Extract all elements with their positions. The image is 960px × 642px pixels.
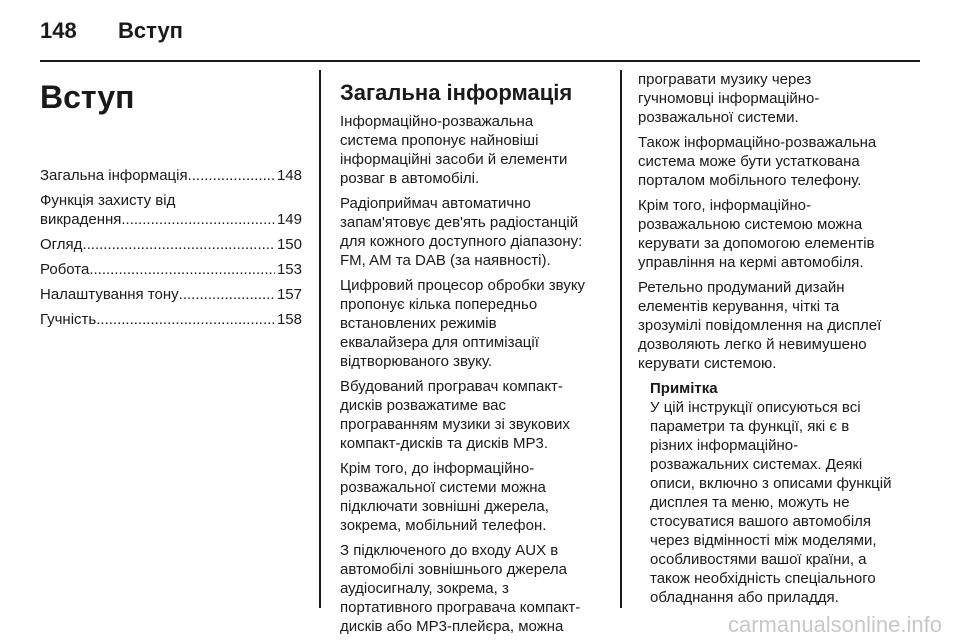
note-title: Примітка — [650, 380, 718, 397]
toc-entry[interactable] — [40, 166, 302, 185]
content-column-3 — [638, 70, 908, 613]
paragraph: З підключеного до входу AUX в автомобілі зовнішнього джерела аудіосигналу, зокрема, з портативного програвача компакт- дисків або MP3-плейєра, можна — [340, 542, 581, 635]
toc-entry-page: 148 — [276, 167, 302, 184]
column-divider-1 — [319, 70, 321, 608]
toc-leader — [121, 210, 275, 229]
toc-entry[interactable] — [40, 285, 302, 304]
toc-leader — [188, 166, 275, 185]
col3-paragraphs — [638, 70, 908, 373]
paragraph: Радіоприймач автоматично запам'ятовує дев'ять радіостанцій для кожного доступного діапазону: FM, AM та DAB (за наявності). — [340, 195, 583, 269]
page-number: 148 — [40, 18, 77, 43]
toc-entry[interactable] — [40, 260, 302, 279]
content-column-2 — [340, 70, 606, 642]
paragraph: Ретельно продуманий дизайн елементів керування, чіткі та зрозумілі повідомлення на дисплеї дозволяють легко й невимушено керувати системою. — [638, 279, 882, 372]
header-rule — [40, 60, 920, 62]
toc-entry[interactable] — [40, 310, 302, 329]
toc-leader — [82, 235, 275, 254]
toc-entry-title: Функція захисту від — [40, 192, 176, 209]
note-text: У цій інструкції описуються всі параметри та функції, які є в різних інформаційно- розважальних системах. Деякі описи, включно з описами функцій дисплея та меню, можуть не стосуватися вашого автомобіля через відмінності між моделями, особливостями вашої країни, а також необхідність спеціального обладнання або приладдя. — [650, 399, 892, 606]
col2-paragraphs — [340, 112, 606, 636]
paragraph: Цифровий процесор обробки звуку пропонує кілька попередньо встановлених режимів еквалайзера для оптимізації відтворюваного звуку. — [340, 277, 586, 370]
paragraph: Також інформаційно-розважальна система може бути устаткована порталом мобільного телефону. — [638, 134, 877, 189]
chapter-title: Вступ — [40, 79, 135, 115]
toc-entry-page: 153 — [276, 261, 302, 278]
toc-column — [40, 70, 302, 335]
toc-entry-title: Гучність — [40, 311, 97, 328]
paragraph: Крім того, інформаційно- розважальною системою можна керувати за допомогою елементів управління на кермі автомобіля. — [638, 197, 875, 271]
note-box — [650, 379, 908, 607]
paragraph: Вбудований програвач компакт- дисків розважатиме вас програванням музики зі звукових компакт-дисків та дисків MP3. — [340, 378, 570, 452]
toc-entry-title: Налаштування тону — [40, 286, 179, 303]
toc-entry-page: 150 — [276, 236, 302, 253]
toc-entry-page: 158 — [276, 311, 302, 328]
paragraph: Інформаційно-розважальна система пропонує найновіші інформаційні засоби й елементи розваг в автомобілі. — [340, 113, 568, 187]
toc-leader — [179, 285, 275, 304]
header-section-title: Вступ — [118, 18, 183, 43]
paragraph: програвати музику через гучномовці інформаційно- розважальної системи. — [638, 71, 820, 126]
toc-leader — [89, 260, 275, 279]
toc-entry-title: Робота — [40, 261, 90, 278]
toc-entry-title: Загальна інформація — [40, 167, 188, 184]
toc-entry-page: 157 — [276, 286, 302, 303]
watermark: carmanualsonline.info — [727, 612, 942, 637]
toc-entry[interactable] — [40, 191, 302, 229]
table-of-contents — [40, 166, 302, 329]
toc-leader — [96, 310, 275, 329]
section-heading: Загальна інформація — [340, 80, 573, 105]
toc-entry-title: викрадення — [40, 211, 122, 228]
toc-entry[interactable] — [40, 235, 302, 254]
paragraph: Крім того, до інформаційно- розважальної системи можна підключати зовнішні джерела, зокрема, мобільний телефон. — [340, 460, 549, 534]
column-divider-2 — [620, 70, 622, 608]
toc-entry-title: Огляд — [40, 236, 83, 253]
page-header — [40, 18, 183, 48]
toc-entry-page: 149 — [276, 211, 302, 228]
